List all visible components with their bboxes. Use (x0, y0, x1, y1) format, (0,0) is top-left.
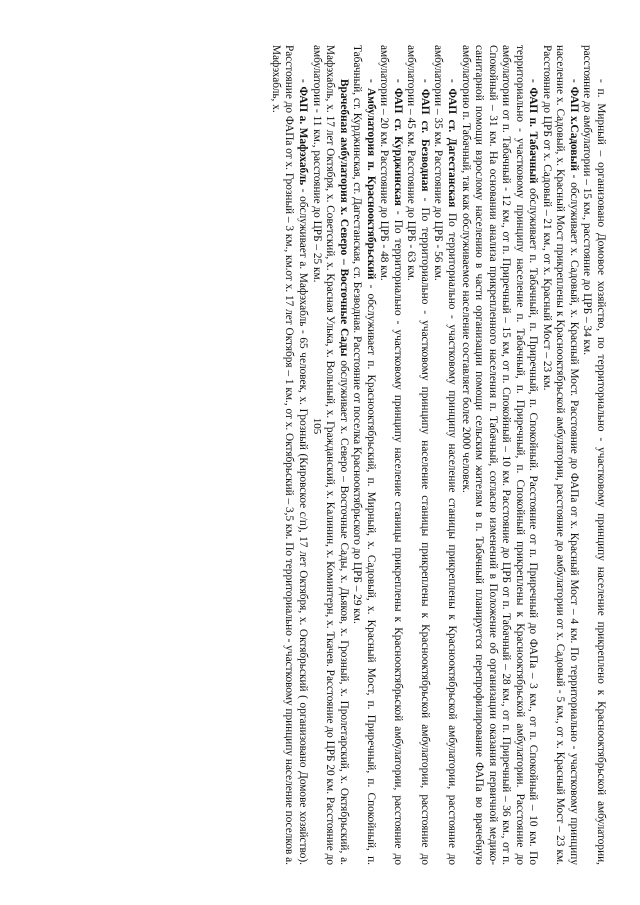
paragraph-fap-tabachny: - ФАП п. Табачный обслуживает п. Табачный, п. Приречный, п. Спокойный. Расстояние от п. Приречный до ФАПа – 3 км., от п. Спокойный – 10 км. По территориально - участковому принципу население п. Табачный, п. Приречный, п. Спокойный прикреплены к Краснооктябрьской амбулатории. Расстояние до амбулатории от п. Табачный - 12 км., от п. Приречный – 15 км, от п. Спокойный – 10 км. Расстояние до ЦРБ от п. Табачный – 28 км., от п. Приречный – 36 км., от п. Спокойный – 31 км. На основании анализа прикрепленного населения п. Табачный, согласно изменений в Положение об организации оказания первичной медико-санитарной помощи взрослому населению в части организации помощи сельским жителям в п. Табачный планируется перепрофилирование ФАПа во врачебную амбулаторию п. Табачный, так как обслуживаемое население составляет более 2000 человек. (459, 45, 540, 865)
paragraph-fap-dagestanskaya: - ФАП ст. Дагестанская По территориально - участковому принципу население станицы прикреплены к Краснооктябрьской амбулатории, расстояние до амбулатории – 35 км. Расстояние до ЦРБ - 56 км. (432, 45, 458, 865)
rotated-page-body (77, 45, 607, 865)
paragraph-ambulatory-severo-vostochnye-sady: Врачебная амбулатория х. Северо – Восточные Сады обслуживает х. Северо – Восточные Сады, х. Дьяков, х. Грозный, х. Пролетарский, х. Октябрьский, а. Мафэхабль, х. 17 лет Октября, х. Советский, х. Красная Улька, х. Вольный, х. Гражданский, х. Калинин, х. Коминтерн, х. Ткачев. Расстояние до ЦРБ 20 км. Расстояние до амбулатории - 11 км., расстояние до ЦРБ – 25 км. (310, 45, 350, 865)
paragraph-ambulatory-krasnooktyabrsky: - Амбулатория п. Краснооктябрьский - обслуживает п. Краснооктябрьский, п. Мирный, х. Садовый, х. Красный Мост, п. Приречный, п. Спокойный, п. Табачный, ст. Курджинская, ст. Дагестанская, ст. Безводная. Расстояние от поселка Краснооктябрьского до ЦРБ – 29 км. (351, 45, 377, 866)
paragraph-mirny: - п. Мирный – организовано Домовое хозяйство, по территориально - участковому принципу население прикреплено к Краснооктябрьской амбулатории, расстояние до амбулатории – 15 км., расстояние до ЦРБ – 34 км. (581, 45, 607, 865)
paragraph-fap-bezvodnaya: - ФАП ст. Безводная - По территориально - участковому принципу население станицы прикреплены к Краснооктябрьской амбулатории, расстояние до амбулатории – 45 км. Расстояние до ЦРБ - 63 км. (405, 45, 431, 865)
paragraph-fap-mafekhabl: - ФАП а. Мафэхабль - обслуживает а. Мафэхабль - 65 человек, х. Грозный (Кировское с/п), 17 лет Октября, х. Октябрьский ( организовано Домове хозяйство). Расстояние до ФАПа от х. Грозный – 3 км., км.от х. 17 лет Октября – 1 км., от х. Октябрьский – 3,5 км. По территориально - участковому принципу население поселков а. Мафэхабль, х. (269, 45, 309, 866)
paragraph-fap-sadovy: - ФАП х.Садовый - обслуживает х. Садовый, х. Красный Мост. Расстояние до ФАПа от х. Красный Мост – 4 км. По территориально - участковому принципу население х. Садовый, х. Красный Мост прикреплены к Краснооктябрьской амбулатории, расстояние до амбулатории от х. Садовый - 5 км., от х. Красный Мост – 23 км. Расстояние до ЦРБ от х. Садовый – 21 км., от х. Красный Мост – 23 км. (540, 45, 580, 865)
paragraph-fap-kurdzhinskaya: - ФАП ст. Курджинская - По территориально - участковому принципу население станицы прикреплены к Краснооктябрьской амбулатории, расстояние до амбулатории – 20 км. Расстояние до ЦРБ - 48 км. (378, 45, 404, 866)
page-number: 105 (311, 417, 323, 435)
